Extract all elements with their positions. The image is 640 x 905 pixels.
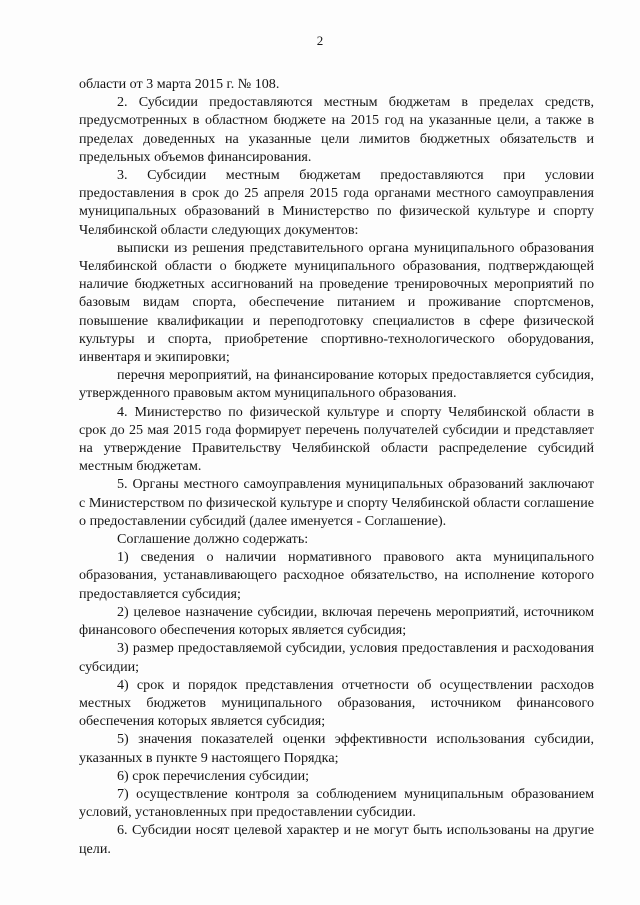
paragraph-agreement-intro: Соглашение должно содержать:	[117, 531, 309, 548]
agreement-clause-4: 4) срок и порядок представления отчетности об осуществлении расходов местных бюджетов муниципального образования, источником финансового обеспечения которых является субсидия;	[79, 676, 594, 730]
paragraph-item-6: 6. Субсидии носят целевой характер и не могут быть использованы на другие цели.	[79, 822, 594, 857]
paragraph-item-2: 2. Субсидии предоставляются местным бюджетам в пределах средств, предусмотренных в областном бюджете на 2015 год на указанные цели, а также в пределах доведенных на указанные цели лимитов бюджетных обязательств и предельных объемов финансирования.	[79, 94, 594, 165]
paragraph-item-4: 4. Министерство по физической культуре и спорту Челябинской области в срок до 25 мая 2015 года формирует перечень получателей субсидии и представляет на утверждение Правительству Челябинской области распределение субсидий местным бюджетам.	[79, 403, 594, 475]
paragraph-item-3: 3. Субсидии местным бюджетам предоставляются при условии предоставления в срок до 25 апреля 2015 года органами местного самоуправления муниципальных образований в Министерство по физической культуре и спорту Челябинской области следующих документов:	[79, 167, 594, 238]
page-number: 2	[316, 33, 324, 48]
agreement-clause-3: 3) размер предоставляемой субсидии, условия предоставления и расходования субсидии;	[79, 640, 594, 675]
agreement-clause-2: 2) целевое назначение субсидии, включая перечень мероприятий, источником финансового обеспечения которых является субсидия;	[79, 603, 594, 639]
document-body	[79, 75, 594, 858]
paragraph-document-extract: выписки из решения представительного органа муниципального образования Челябинской области о бюджете муниципального образования, подтверждающей наличие бюджетных ассигнований на проведение тренировочных мероприятий по базовым видам спорта, обеспечение питанием и проживание спортсменов, повышение квалификации и переподготовку специалистов в сфере физической культуры и спорта, приобретение спортивно-технологического оборудования, инвентаря и экипировки;	[79, 239, 594, 366]
agreement-clause-7: 7) осуществление контроля за соблюдением муниципальным образованием условий, установленных при предоставлении субсидии.	[79, 785, 594, 821]
paragraph-continuation: области от 3 марта 2015 г. № 108.	[79, 76, 280, 92]
agreement-clause-1: 1) сведения о наличии нормативного правового акта муниципального образования, устанавливающего расходное обязательство, на исполнение которого предоставляется субсидия;	[79, 549, 594, 602]
paragraph-item-5: 5. Органы местного самоуправления муниципальных образований заключают с Министерством по физической культуре и спорту Челябинской области соглашение о предоставлении субсидий (далее именуется - Соглашение).	[79, 476, 594, 529]
agreement-clause-6: 6) срок перечисления субсидии;	[117, 767, 310, 784]
agreement-clause-5: 5) значения показателей оценки эффективности использования субсидии, указанных в пункте 9 настоящего Порядка;	[79, 731, 594, 766]
paragraph-document-list: перечня мероприятий, на финансирование которых предоставляется субсидия, утвержденного правовым актом муниципального образования.	[79, 367, 594, 402]
